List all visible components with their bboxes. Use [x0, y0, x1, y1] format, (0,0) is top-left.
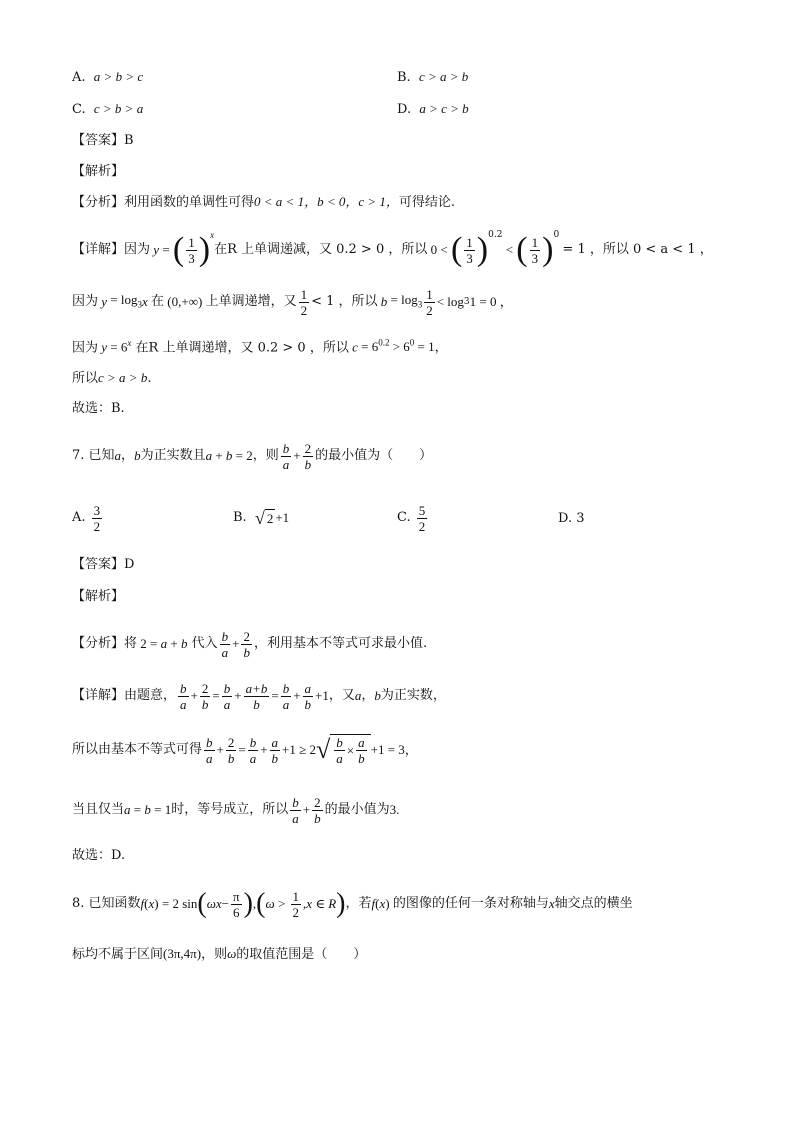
q7-option-d: D. 3	[558, 511, 585, 526]
q6-detail-line-1: 【详解】 因为 y = ( $\frac{1}{3}$ ) $^x$ 在R 上单调递减，又 0.2 > 0 ，所以 0 < ( $\frac{1}{3}$ ) $^{0.2}$ < ( $\frac{1}{3}$ ) $^0$ = 1 ，所以 0 < a < 1 ，	[72, 230, 713, 268]
q7-choose: 故选：D.	[72, 848, 126, 863]
q7-option-c: C. $\frac{5}{2}$	[397, 502, 426, 534]
q6-fenxi: 【分析】利用函数的单调性可得0 < a < 1，b < 0，c > 1，可得结论.	[72, 194, 456, 210]
q7-answer: 【答案】D	[72, 557, 135, 572]
q6-option-c: C. c > b > a	[72, 101, 144, 117]
q6-detail-line-3: 因为 $y = 6^x$ 在R 上单调递增，又 0.2 > 0 ，所以 $c = 6^{0.2} > 6^0 = 1$，	[72, 338, 448, 356]
q6-analysis-heading: 【解析】	[72, 164, 125, 179]
q6-answer: 【答案】B	[72, 133, 134, 148]
q7-option-b: B. √ 2 +1	[233, 508, 290, 528]
q8-stem-line-2: 标均不属于区间(3π,4π)，则ω的取值范围是（ ）	[72, 946, 367, 962]
q8-stem-line-1: 8. 已知函数 f ( x ) = 2 sin ( ωx − $\frac{\pi}{6}$ ) , ( ω > $\frac{1}{2}$ , x ∈ R ) ，若 f ( x ) 的图像的任何一条对称轴与 x 轴交点的横坐	[72, 888, 633, 920]
q6-option-b: B. c > a > b	[397, 69, 469, 85]
q7-detail-line-2: 所以由基本不等式可得 $\frac{b}{a}$ + $\frac{2}{b}$ = $\frac{b}{a}$ + $\frac{a}{b}$ +1 ≥ 2 √ $\frac{b}{a}$ × $\frac{a}{b}$ +1 = 3，	[72, 734, 418, 766]
q7-fenxi: 【分析】 将 2 = a + b 代入 $\frac{b}{a}$ + $\frac{2}{b}$ ，利用基本不等式可求最小值.	[72, 628, 428, 660]
q7-analysis-heading: 【解析】	[72, 589, 125, 604]
q6-option-a: A. a > b > c	[72, 69, 144, 85]
q7-stem: 7. 已知 a ， b 为正实数且 a + b = 2 ，则 $\frac{b}{a}$ + $\frac{2}{b}$ 的最小值为（ ）	[72, 440, 433, 472]
q6-detail-line-4: 所以c > a > b.	[72, 370, 152, 386]
q7-option-a: A. $\frac{3}{2}$	[72, 502, 101, 534]
q7-detail-line-1: 【详解】 由题意， $\frac{b}{a}$ + $\frac{2}{b}$ = $\frac{b}{a}$ + $\frac{a+b}{b}$ = $\frac{b}{a}$ + $\frac{a}{b}$ +1 ，又 a ， b 为正实数，	[72, 680, 446, 712]
q6-detail-line-2: 因为 y = $\log_3$ x 在 (0,+∞) 上单调递增，又 $\frac{1}{2}$ < 1 ，所以 b = $\log_3$ $\frac{1}{2}$ < log 3 1 = 0 ，	[72, 286, 513, 318]
q7-detail-line-3: 当且仅当 a = b = 1 时，等号成立，所以 $\frac{b}{a}$ + $\frac{2}{b}$ 的最小值为 3.	[72, 794, 400, 826]
q6-option-d: D. a > c > b	[397, 101, 469, 117]
q6-choose: 故选：B.	[72, 401, 125, 416]
